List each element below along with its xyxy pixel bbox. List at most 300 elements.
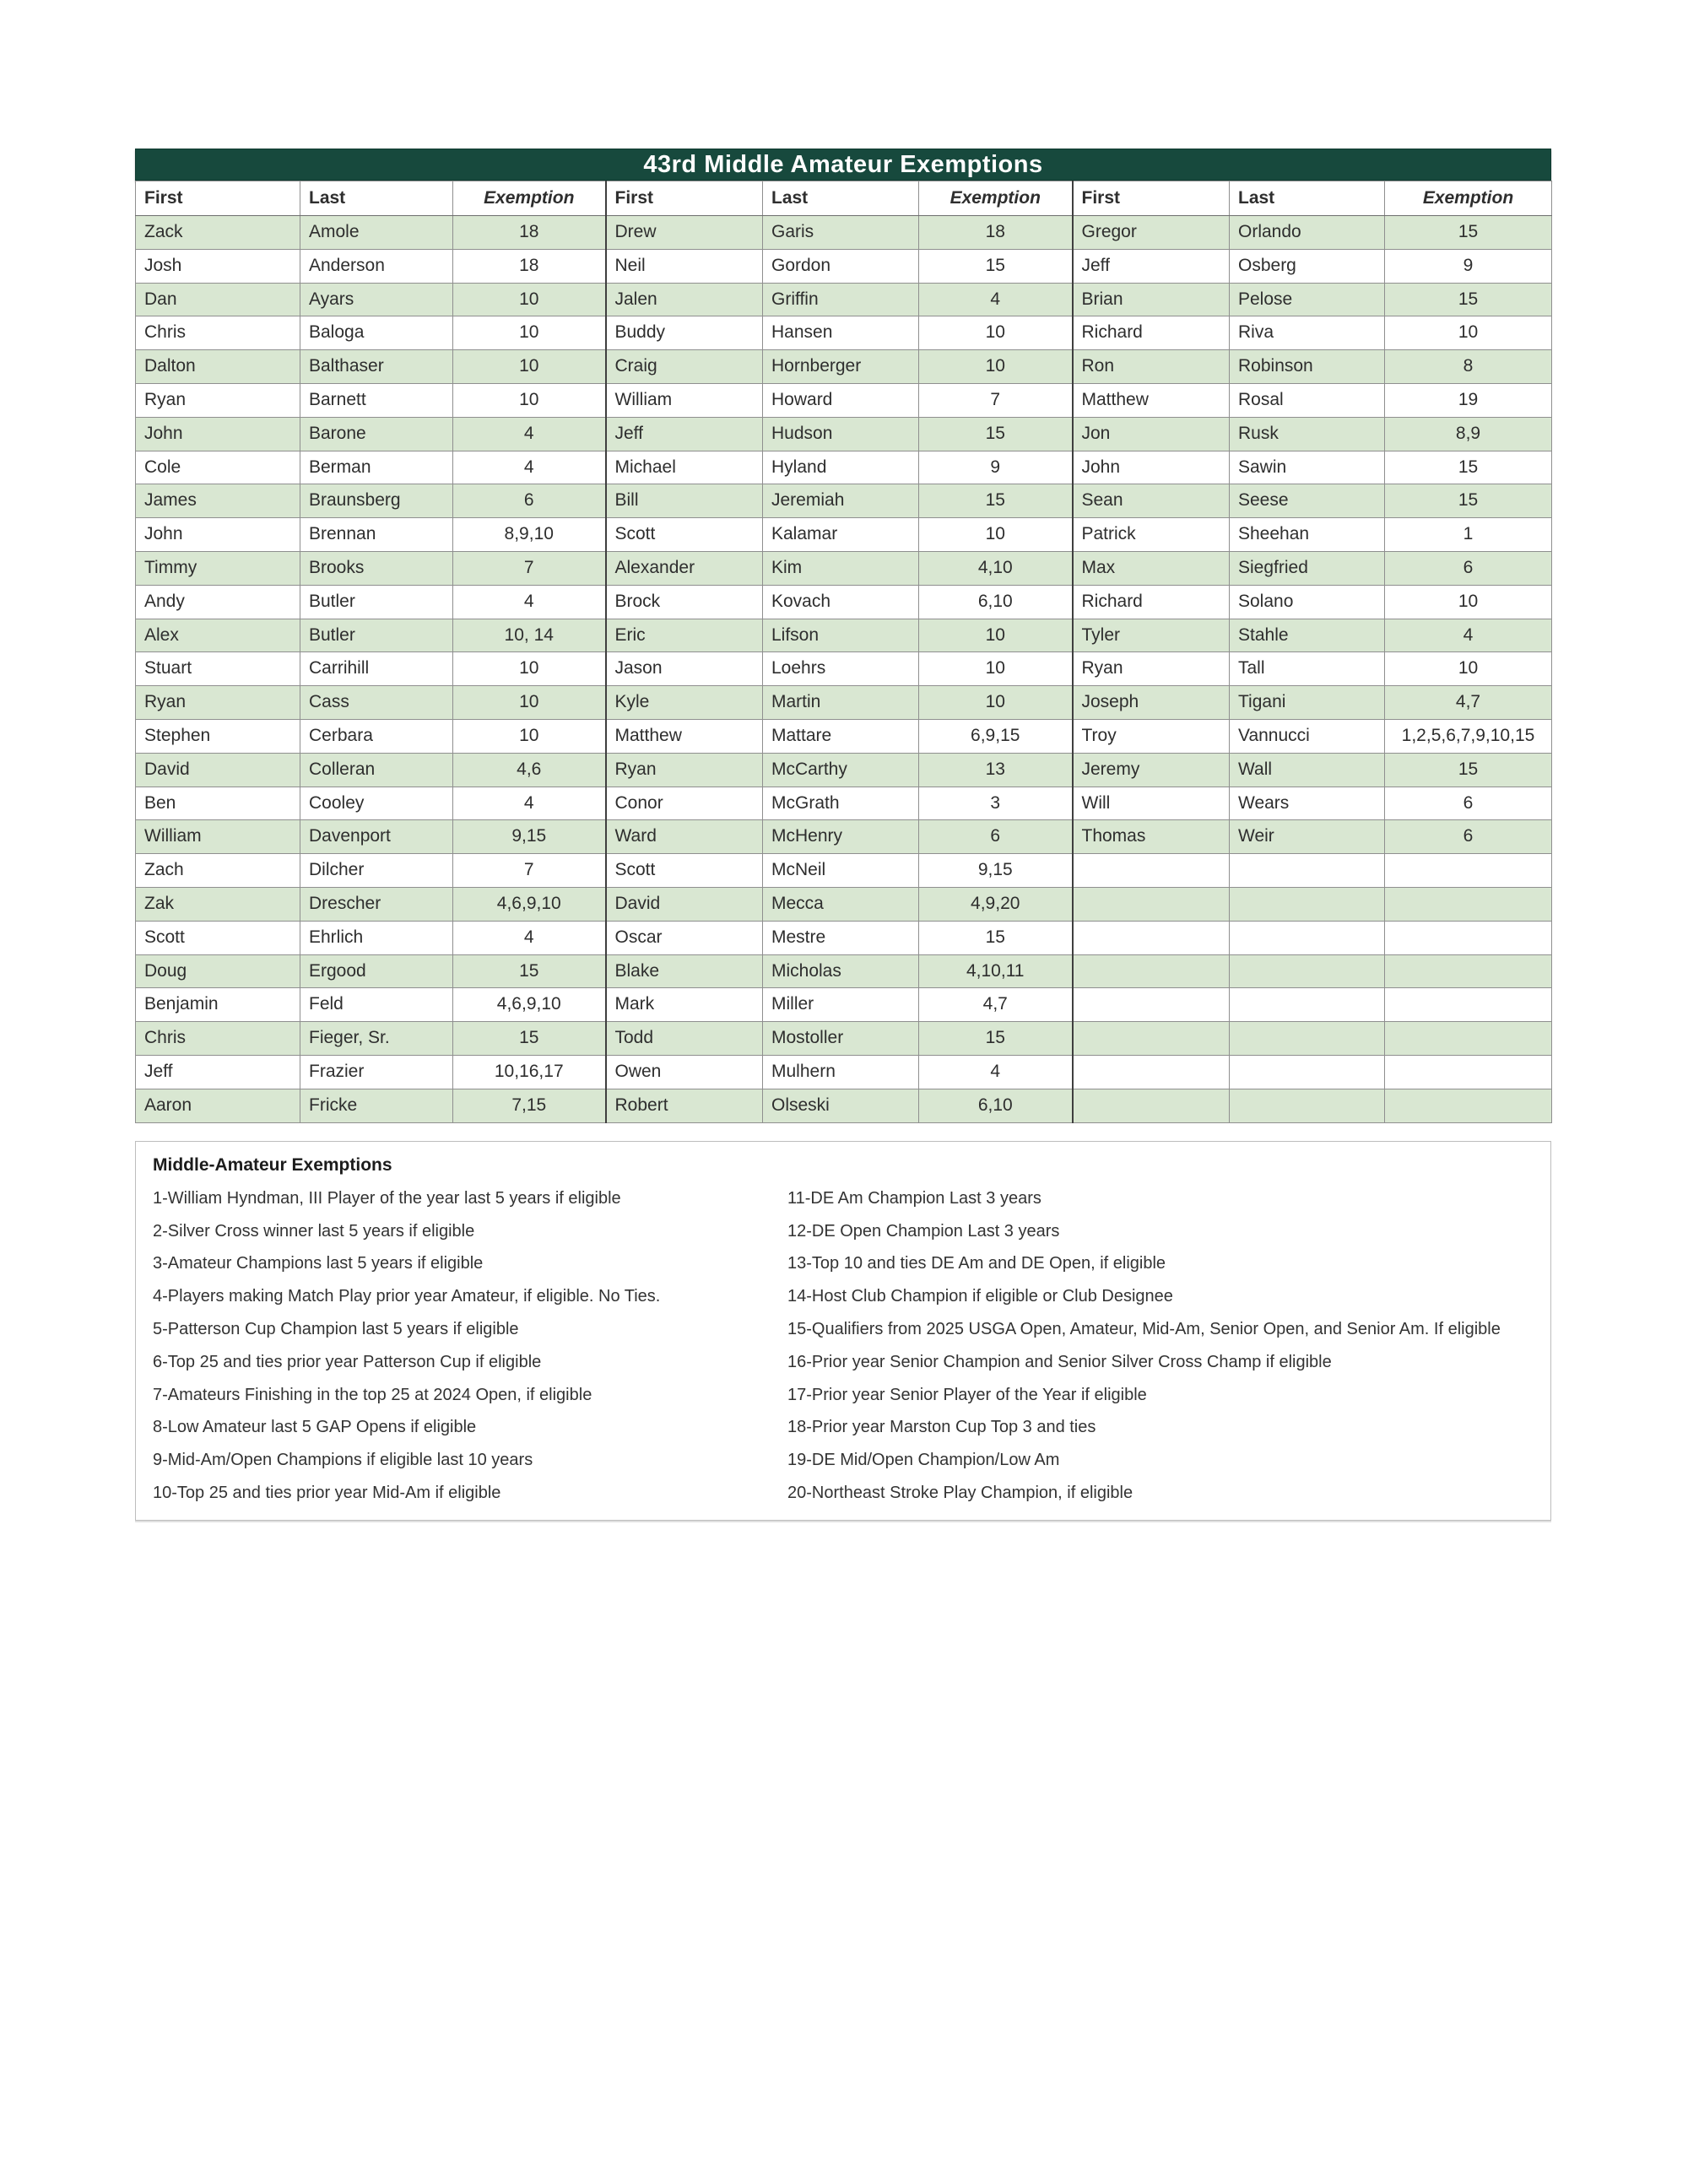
- first-name-cell: Dan: [136, 283, 300, 316]
- exemption-cell: 9,15: [919, 854, 1073, 888]
- last-name-cell: Weir: [1230, 820, 1385, 854]
- first-name-cell: [1073, 954, 1230, 988]
- table-row: [136, 383, 1552, 417]
- exemption-cell: 10: [453, 350, 606, 384]
- first-name-cell: [1073, 988, 1230, 1022]
- table-row: [136, 954, 1552, 988]
- last-name-cell: Lifson: [763, 619, 919, 652]
- first-name-cell: Richard: [1073, 585, 1230, 619]
- table-row: [136, 820, 1552, 854]
- column-header-exemption-2: Exemption: [919, 181, 1073, 216]
- table-row: [136, 484, 1552, 518]
- table-row: [136, 350, 1552, 384]
- legend-item: 18-Prior year Marston Cup Top 3 and ties: [787, 1418, 1096, 1437]
- first-name-cell: Neil: [606, 249, 763, 283]
- last-name-cell: McCarthy: [763, 753, 919, 787]
- last-name-cell: Osberg: [1230, 249, 1385, 283]
- first-name-cell: Matthew: [606, 719, 763, 753]
- legend-item: 9-Mid-Am/Open Champions if eligible last 10 years: [153, 1451, 533, 1470]
- exemption-cell: [1385, 954, 1552, 988]
- exemptions-table-section: [135, 149, 1551, 1123]
- last-name-cell: Cass: [300, 686, 453, 720]
- legend-row: [153, 1313, 1534, 1346]
- exemption-cell: 15: [1385, 283, 1552, 316]
- first-name-cell: Ryan: [136, 686, 300, 720]
- first-name-cell: Drew: [606, 216, 763, 250]
- last-name-cell: Amole: [300, 216, 453, 250]
- legend-row: [153, 1444, 1534, 1477]
- exemption-cell: 4,6,9,10: [453, 988, 606, 1022]
- last-name-cell: Frazier: [300, 1055, 453, 1089]
- column-header-exemption-1: Exemption: [453, 181, 606, 216]
- last-name-cell: Rusk: [1230, 417, 1385, 451]
- first-name-cell: Matthew: [1073, 383, 1230, 417]
- exemption-cell: 1,2,5,6,7,9,10,15: [1385, 719, 1552, 753]
- exemption-cell: 4,10,11: [919, 954, 1073, 988]
- exemption-cell: 8: [1385, 350, 1552, 384]
- exemption-cell: 6: [1385, 787, 1552, 820]
- last-name-cell: Wall: [1230, 753, 1385, 787]
- legend-row: [153, 1379, 1534, 1412]
- last-name-cell: Mostoller: [763, 1022, 919, 1056]
- table-row: [136, 551, 1552, 585]
- first-name-cell: David: [136, 753, 300, 787]
- exemption-cell: 10: [453, 652, 606, 686]
- exemption-cell: 10: [1385, 316, 1552, 350]
- exemption-cell: 18: [919, 216, 1073, 250]
- legend-item: 15-Qualifiers from 2025 USGA Open, Amateur, Mid-Am, Senior Open, and Senior Am. If eligible: [787, 1320, 1501, 1339]
- first-name-cell: [1073, 887, 1230, 921]
- first-name-cell: Ron: [1073, 350, 1230, 384]
- exemption-cell: [1385, 1055, 1552, 1089]
- last-name-cell: Ergood: [300, 954, 453, 988]
- table-row: [136, 988, 1552, 1022]
- last-name-cell: Robinson: [1230, 350, 1385, 384]
- exemption-cell: 10: [453, 316, 606, 350]
- exemption-cell: 7: [453, 551, 606, 585]
- exemption-cell: 15: [1385, 753, 1552, 787]
- last-name-cell: Brennan: [300, 518, 453, 552]
- last-name-cell: Riva: [1230, 316, 1385, 350]
- first-name-cell: Bill: [606, 484, 763, 518]
- first-name-cell: Cole: [136, 451, 300, 484]
- exemption-cell: 6: [453, 484, 606, 518]
- table-row: [136, 249, 1552, 283]
- exemption-cell: 4: [453, 417, 606, 451]
- exemption-cell: 9: [1385, 249, 1552, 283]
- first-name-cell: Buddy: [606, 316, 763, 350]
- first-name-cell: Ryan: [606, 753, 763, 787]
- legend-item: 19-DE Mid/Open Champion/Low Am: [787, 1451, 1060, 1470]
- legend-rows: [153, 1182, 1534, 1510]
- first-name-cell: John: [136, 518, 300, 552]
- first-name-cell: Zack: [136, 216, 300, 250]
- last-name-cell: [1230, 1055, 1385, 1089]
- exemption-cell: 3: [919, 787, 1073, 820]
- last-name-cell: Hornberger: [763, 350, 919, 384]
- table-row: [136, 753, 1552, 787]
- first-name-cell: John: [1073, 451, 1230, 484]
- first-name-cell: Blake: [606, 954, 763, 988]
- last-name-cell: Seese: [1230, 484, 1385, 518]
- exemption-cell: 15: [1385, 216, 1552, 250]
- legend-box: [135, 1141, 1551, 1521]
- first-name-cell: Jason: [606, 652, 763, 686]
- exemption-cell: 10,16,17: [453, 1055, 606, 1089]
- last-name-cell: Fricke: [300, 1089, 453, 1122]
- last-name-cell: Kim: [763, 551, 919, 585]
- first-name-cell: Conor: [606, 787, 763, 820]
- last-name-cell: Hansen: [763, 316, 919, 350]
- exemption-cell: 4: [453, 585, 606, 619]
- column-header-last-2: Last: [763, 181, 919, 216]
- first-name-cell: Todd: [606, 1022, 763, 1056]
- first-name-cell: John: [136, 417, 300, 451]
- last-name-cell: Mulhern: [763, 1055, 919, 1089]
- first-name-cell: James: [136, 484, 300, 518]
- exemption-cell: 6,10: [919, 585, 1073, 619]
- first-name-cell: Josh: [136, 249, 300, 283]
- last-name-cell: Sheehan: [1230, 518, 1385, 552]
- exemption-cell: 15: [1385, 484, 1552, 518]
- legend-item: 17-Prior year Senior Player of the Year if eligible: [787, 1385, 1147, 1404]
- legend-item: 7-Amateurs Finishing in the top 25 at 2024 Open, if eligible: [153, 1385, 592, 1404]
- last-name-cell: Olseski: [763, 1089, 919, 1122]
- last-name-cell: Mestre: [763, 921, 919, 954]
- last-name-cell: Berman: [300, 451, 453, 484]
- exemption-cell: 4,7: [919, 988, 1073, 1022]
- exemption-cell: 18: [453, 216, 606, 250]
- last-name-cell: [1230, 854, 1385, 888]
- last-name-cell: Drescher: [300, 887, 453, 921]
- first-name-cell: Jeff: [606, 417, 763, 451]
- exemption-cell: [1385, 988, 1552, 1022]
- first-name-cell: William: [606, 383, 763, 417]
- first-name-cell: Mark: [606, 988, 763, 1022]
- table-row: [136, 854, 1552, 888]
- column-header-first-2: First: [606, 181, 763, 216]
- first-name-cell: Ryan: [1073, 652, 1230, 686]
- legend-item: 12-DE Open Champion Last 3 years: [787, 1221, 1060, 1241]
- exemption-cell: 4: [453, 451, 606, 484]
- first-name-cell: Troy: [1073, 719, 1230, 753]
- first-name-cell: Stephen: [136, 719, 300, 753]
- exemption-cell: 4: [453, 921, 606, 954]
- exemption-cell: 15: [1385, 451, 1552, 484]
- last-name-cell: Carrihill: [300, 652, 453, 686]
- last-name-cell: Brooks: [300, 551, 453, 585]
- column-header-last-3: Last: [1230, 181, 1385, 216]
- last-name-cell: McGrath: [763, 787, 919, 820]
- first-name-cell: Eric: [606, 619, 763, 652]
- exemption-cell: 15: [919, 484, 1073, 518]
- exemption-cell: 13: [919, 753, 1073, 787]
- exemption-cell: 15: [919, 249, 1073, 283]
- page-title: 43rd Middle Amateur Exemptions: [643, 150, 1043, 178]
- legend-item: 16-Prior year Senior Champion and Senior Silver Cross Champ if eligible: [787, 1352, 1332, 1371]
- last-name-cell: Kovach: [763, 585, 919, 619]
- legend-item: 2-Silver Cross winner last 5 years if eligible: [153, 1221, 475, 1241]
- exemption-cell: 4,10: [919, 551, 1073, 585]
- last-name-cell: Tigani: [1230, 686, 1385, 720]
- exemption-cell: 15: [919, 1022, 1073, 1056]
- last-name-cell: [1230, 921, 1385, 954]
- exemption-cell: [1385, 854, 1552, 888]
- first-name-cell: Ryan: [136, 383, 300, 417]
- last-name-cell: Garis: [763, 216, 919, 250]
- exemption-cell: 4: [919, 1055, 1073, 1089]
- exemption-cell: [1385, 1022, 1552, 1056]
- first-name-cell: Kyle: [606, 686, 763, 720]
- legend-item: 1-William Hyndman, III Player of the year last 5 years if eligible: [153, 1188, 621, 1208]
- legend-item: 6-Top 25 and ties prior year Patterson Cup if eligible: [153, 1352, 542, 1371]
- exemption-cell: 6: [919, 820, 1073, 854]
- first-name-cell: [1073, 1055, 1230, 1089]
- last-name-cell: Jeremiah: [763, 484, 919, 518]
- first-name-cell: Scott: [136, 921, 300, 954]
- exemption-cell: 4: [1385, 619, 1552, 652]
- exemption-cell: 10: [919, 350, 1073, 384]
- first-name-cell: Jeremy: [1073, 753, 1230, 787]
- first-name-cell: Ward: [606, 820, 763, 854]
- last-name-cell: [1230, 1022, 1385, 1056]
- last-name-cell: Solano: [1230, 585, 1385, 619]
- first-name-cell: Scott: [606, 518, 763, 552]
- column-header-last-1: Last: [300, 181, 453, 216]
- first-name-cell: Oscar: [606, 921, 763, 954]
- exemption-cell: 10: [453, 719, 606, 753]
- last-name-cell: McHenry: [763, 820, 919, 854]
- exemptions-tbody: [136, 216, 1552, 1123]
- first-name-cell: Tyler: [1073, 619, 1230, 652]
- last-name-cell: Ehrlich: [300, 921, 453, 954]
- exemption-cell: 4: [919, 283, 1073, 316]
- last-name-cell: Davenport: [300, 820, 453, 854]
- first-name-cell: Chris: [136, 1022, 300, 1056]
- legend-item: 10-Top 25 and ties prior year Mid-Am if eligible: [153, 1484, 501, 1503]
- exemption-cell: 10: [1385, 652, 1552, 686]
- first-name-cell: Jalen: [606, 283, 763, 316]
- last-name-cell: Howard: [763, 383, 919, 417]
- first-name-cell: William: [136, 820, 300, 854]
- exemption-cell: 10: [1385, 585, 1552, 619]
- last-name-cell: Gordon: [763, 249, 919, 283]
- last-name-cell: Colleran: [300, 753, 453, 787]
- exemption-cell: 10: [919, 686, 1073, 720]
- first-name-cell: Richard: [1073, 316, 1230, 350]
- exemption-cell: 10: [919, 619, 1073, 652]
- first-name-cell: Aaron: [136, 1089, 300, 1122]
- first-name-cell: Zak: [136, 887, 300, 921]
- last-name-cell: McNeil: [763, 854, 919, 888]
- table-row: [136, 686, 1552, 720]
- last-name-cell: Stahle: [1230, 619, 1385, 652]
- table-row: [136, 1022, 1552, 1056]
- exemption-cell: 7: [453, 854, 606, 888]
- table-header-row: [136, 181, 1552, 216]
- exemption-cell: 6,10: [919, 1089, 1073, 1122]
- first-name-cell: Jeff: [1073, 249, 1230, 283]
- first-name-cell: Ben: [136, 787, 300, 820]
- last-name-cell: Griffin: [763, 283, 919, 316]
- last-name-cell: Dilcher: [300, 854, 453, 888]
- first-name-cell: Chris: [136, 316, 300, 350]
- first-name-cell: Brian: [1073, 283, 1230, 316]
- last-name-cell: Orlando: [1230, 216, 1385, 250]
- exemption-cell: 4,6,9,10: [453, 887, 606, 921]
- table-row: [136, 216, 1552, 250]
- first-name-cell: Zach: [136, 854, 300, 888]
- column-header-exemption-3: Exemption: [1385, 181, 1552, 216]
- first-name-cell: Timmy: [136, 551, 300, 585]
- last-name-cell: Kalamar: [763, 518, 919, 552]
- first-name-cell: Owen: [606, 1055, 763, 1089]
- last-name-cell: Hyland: [763, 451, 919, 484]
- exemption-cell: 4,7: [1385, 686, 1552, 720]
- legend-item: 8-Low Amateur last 5 GAP Opens if eligible: [153, 1418, 477, 1437]
- first-name-cell: Sean: [1073, 484, 1230, 518]
- legend-row: [153, 1215, 1534, 1248]
- exemption-cell: 7,15: [453, 1089, 606, 1122]
- last-name-cell: [1230, 887, 1385, 921]
- last-name-cell: Fieger, Sr.: [300, 1022, 453, 1056]
- table-title-bar: [135, 149, 1551, 181]
- exemption-cell: 4,9,20: [919, 887, 1073, 921]
- last-name-cell: Anderson: [300, 249, 453, 283]
- exemption-cell: [1385, 1089, 1552, 1122]
- exemption-cell: 10: [919, 652, 1073, 686]
- last-name-cell: Hudson: [763, 417, 919, 451]
- column-header-first-3: First: [1073, 181, 1230, 216]
- table-row: [136, 719, 1552, 753]
- exemption-cell: [1385, 921, 1552, 954]
- exemption-cell: 15: [453, 1022, 606, 1056]
- first-name-cell: Alexander: [606, 551, 763, 585]
- table-row: [136, 451, 1552, 484]
- last-name-cell: [1230, 988, 1385, 1022]
- exemption-cell: 10: [919, 518, 1073, 552]
- first-name-cell: [1073, 921, 1230, 954]
- table-row: [136, 619, 1552, 652]
- last-name-cell: Tall: [1230, 652, 1385, 686]
- first-name-cell: Benjamin: [136, 988, 300, 1022]
- last-name-cell: Butler: [300, 585, 453, 619]
- last-name-cell: Miller: [763, 988, 919, 1022]
- first-name-cell: Joseph: [1073, 686, 1230, 720]
- table-row: [136, 316, 1552, 350]
- exemption-cell: 6: [1385, 820, 1552, 854]
- exemption-cell: 15: [453, 954, 606, 988]
- table-row: [136, 787, 1552, 820]
- last-name-cell: Martin: [763, 686, 919, 720]
- table-row: [136, 283, 1552, 316]
- table-row: [136, 1089, 1552, 1122]
- exemption-cell: 6,9,15: [919, 719, 1073, 753]
- exemption-cell: 9,15: [453, 820, 606, 854]
- legend-item: 4-Players making Match Play prior year Amateur, if eligible. No Ties.: [153, 1287, 661, 1306]
- legend-row: [153, 1346, 1534, 1379]
- exemption-cell: 4,6: [453, 753, 606, 787]
- first-name-cell: Andy: [136, 585, 300, 619]
- first-name-cell: Patrick: [1073, 518, 1230, 552]
- exemption-cell: [1385, 887, 1552, 921]
- last-name-cell: Butler: [300, 619, 453, 652]
- table-row: [136, 417, 1552, 451]
- last-name-cell: Cerbara: [300, 719, 453, 753]
- first-name-cell: Stuart: [136, 652, 300, 686]
- first-name-cell: Robert: [606, 1089, 763, 1122]
- first-name-cell: Alex: [136, 619, 300, 652]
- last-name-cell: Mattare: [763, 719, 919, 753]
- exemption-cell: 10: [453, 283, 606, 316]
- last-name-cell: Ayars: [300, 283, 453, 316]
- last-name-cell: [1230, 1089, 1385, 1122]
- first-name-cell: Thomas: [1073, 820, 1230, 854]
- first-name-cell: Scott: [606, 854, 763, 888]
- last-name-cell: Sawin: [1230, 451, 1385, 484]
- first-name-cell: Gregor: [1073, 216, 1230, 250]
- legend-row: [153, 1280, 1534, 1313]
- legend-row: [153, 1248, 1534, 1281]
- last-name-cell: Cooley: [300, 787, 453, 820]
- first-name-cell: Max: [1073, 551, 1230, 585]
- exemption-cell: 8,9,10: [453, 518, 606, 552]
- legend-item: 13-Top 10 and ties DE Am and DE Open, if eligible: [787, 1254, 1166, 1273]
- legend-row: [153, 1412, 1534, 1445]
- legend-item: 3-Amateur Champions last 5 years if eligible: [153, 1254, 484, 1273]
- exemption-cell: 15: [919, 921, 1073, 954]
- exemption-cell: 7: [919, 383, 1073, 417]
- last-name-cell: Loehrs: [763, 652, 919, 686]
- legend-row: [153, 1182, 1534, 1215]
- exemption-cell: 15: [919, 417, 1073, 451]
- last-name-cell: Rosal: [1230, 383, 1385, 417]
- table-row: [136, 585, 1552, 619]
- legend-item: 20-Northeast Stroke Play Champion, if eligible: [787, 1484, 1133, 1503]
- first-name-cell: [1073, 854, 1230, 888]
- last-name-cell: Barone: [300, 417, 453, 451]
- first-name-cell: Dalton: [136, 350, 300, 384]
- last-name-cell: Balthaser: [300, 350, 453, 384]
- exemption-cell: 6: [1385, 551, 1552, 585]
- last-name-cell: Vannucci: [1230, 719, 1385, 753]
- legend-item: 14-Host Club Champion if eligible or Club Designee: [787, 1287, 1173, 1306]
- last-name-cell: Feld: [300, 988, 453, 1022]
- exemption-cell: 8,9: [1385, 417, 1552, 451]
- table-row: [136, 887, 1552, 921]
- first-name-cell: Michael: [606, 451, 763, 484]
- exemption-cell: 19: [1385, 383, 1552, 417]
- exemption-cell: 10: [453, 383, 606, 417]
- first-name-cell: [1073, 1022, 1230, 1056]
- last-name-cell: Siegfried: [1230, 551, 1385, 585]
- first-name-cell: Doug: [136, 954, 300, 988]
- table-row: [136, 1055, 1552, 1089]
- last-name-cell: [1230, 954, 1385, 988]
- legend-title: Middle-Amateur Exemptions: [153, 1155, 392, 1175]
- last-name-cell: Wears: [1230, 787, 1385, 820]
- last-name-cell: Barnett: [300, 383, 453, 417]
- legend-item: 5-Patterson Cup Champion last 5 years if eligible: [153, 1320, 519, 1339]
- last-name-cell: Micholas: [763, 954, 919, 988]
- first-name-cell: Will: [1073, 787, 1230, 820]
- exemption-cell: 10: [919, 316, 1073, 350]
- exemption-cell: 1: [1385, 518, 1552, 552]
- last-name-cell: Braunsberg: [300, 484, 453, 518]
- first-name-cell: Jon: [1073, 417, 1230, 451]
- exemption-cell: 10: [453, 686, 606, 720]
- exemption-cell: 18: [453, 249, 606, 283]
